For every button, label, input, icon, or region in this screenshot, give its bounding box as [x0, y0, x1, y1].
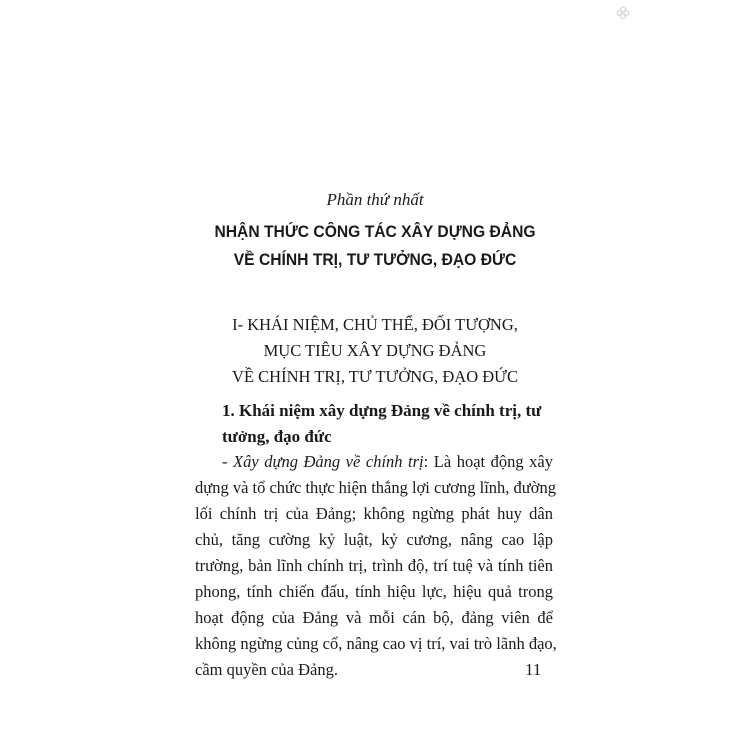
paragraph-line-1-text: : Là hoạt động xây: [423, 452, 553, 471]
part-title-line-2: VỀ CHÍNH TRỊ, TƯ TƯỞNG, ĐẠO ĐỨC: [233, 250, 517, 269]
page-number: 11: [525, 660, 542, 679]
paragraph-line-8: không ngừng củng cố, nâng cao vị trí, vai trò lãnh đạo,: [195, 634, 557, 653]
subsection-heading: 1. Khái niệm xây dựng Đảng về chính trị, tư tưởng, đạo đức: [222, 401, 542, 446]
part-label: Phần thứ nhất: [326, 190, 424, 209]
section-heading-line-1: I- KHÁI NIỆM, CHỦ THỂ, ĐỐI TƯỢNG,: [232, 315, 518, 334]
section-heading-line-2: MỤC TIÊU XÂY DỰNG ĐẢNG: [263, 341, 487, 360]
paragraph-line-6: phong, tính chiến đấu, tính hiệu lực, hiệu quả trong: [195, 582, 553, 601]
paragraph-line-5: trường, bản lĩnh chính trị, trình độ, trí tuệ và tính tiên: [195, 556, 553, 575]
paragraph-line-4: chủ, tăng cường kỷ luật, kỷ cương, nâng cao lập: [195, 530, 553, 549]
paragraph-line-2: dựng và tổ chức thực hiện thắng lợi cương lĩnh, đường: [195, 478, 556, 497]
paragraph-line-1: [195, 452, 553, 472]
section-heading-line-3: VỀ CHÍNH TRỊ, TƯ TƯỞNG, ĐẠO ĐỨC: [232, 367, 518, 386]
italic-lead: - Xây dựng Đảng về chính trị: [222, 452, 424, 471]
paragraph-line-7: hoạt động của Đảng và mỗi cán bộ, đảng viên để: [195, 608, 553, 627]
part-title-line-1: NHẬN THỨC CÔNG TÁC XÂY DỰNG ĐẢNG: [214, 222, 536, 241]
paragraph-line-9: cầm quyền của Đảng.: [195, 660, 338, 679]
flower-watermark-icon: [616, 6, 630, 20]
paragraph-line-3: lối chính trị của Đảng; không ngừng phát huy dân: [195, 504, 553, 523]
